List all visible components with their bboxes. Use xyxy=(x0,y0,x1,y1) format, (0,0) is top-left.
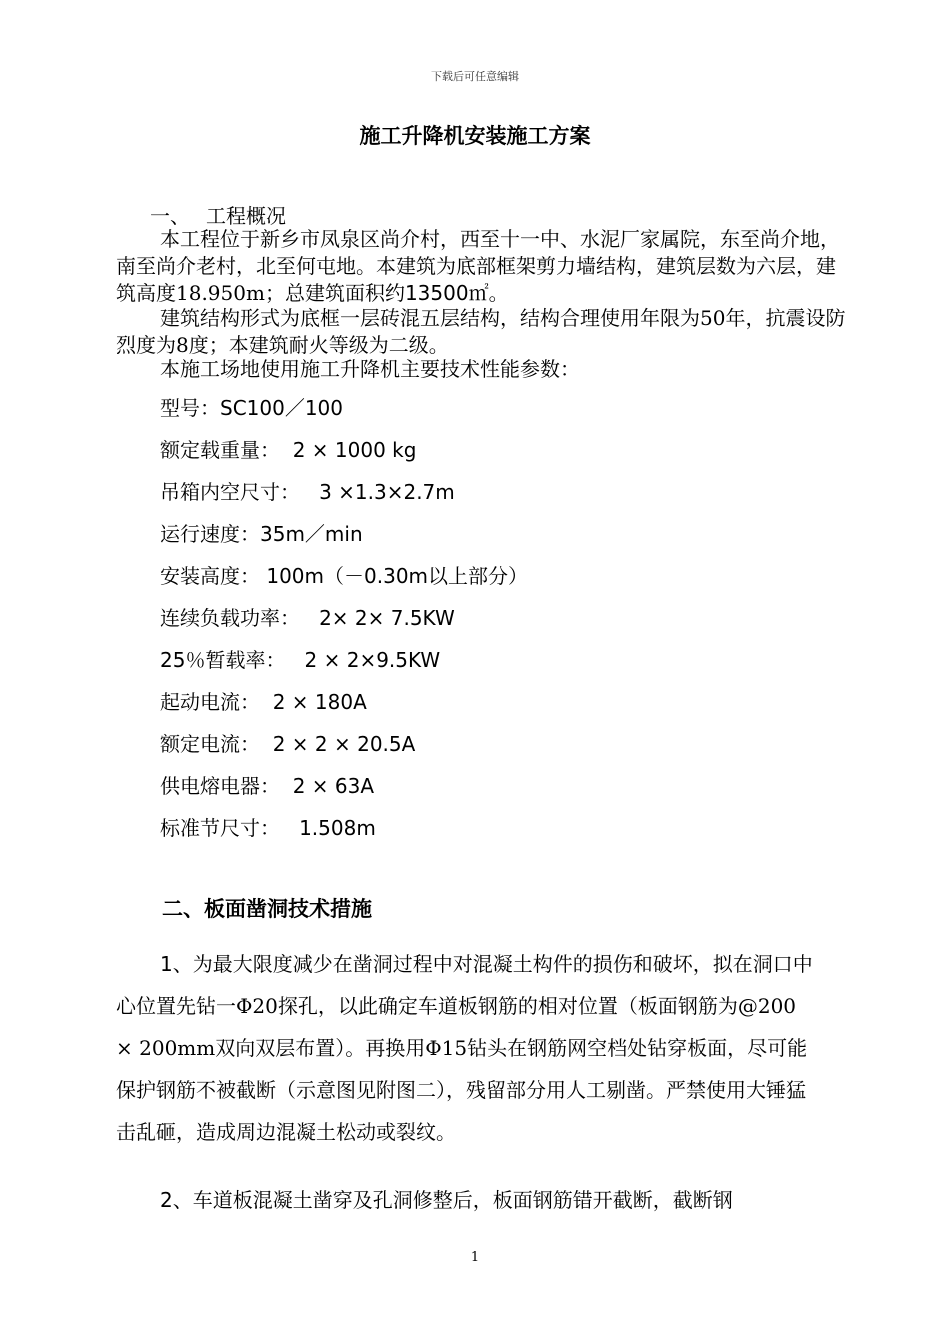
spec-row-starting-current xyxy=(160,686,367,712)
overview-end: 。 xyxy=(488,281,509,305)
spec-value: 2 × 2 × 20.5A xyxy=(260,732,416,756)
measure-1-number: 1 xyxy=(160,952,173,976)
spec-label: 型号： xyxy=(160,396,220,420)
section-1-number: 一、 xyxy=(150,204,190,228)
measure-1-text: 、为最大限度减少在凿洞过程中对混凝土构件的损伤和破坏，拟在洞口中心位置先钻一Φ20探孔，以此确定车道板钢筋的相对位置（板面钢筋为@200 × 200mm双向双层布置）。再换用Φ15钻头在钢筋网空档处钻穿板面，尽可能保护钢筋不被截断（示意图见附图二），残留部分用人工剔凿。严禁使用大锤猛击乱砸，造成周边混凝土松动或裂纹。 xyxy=(116,952,813,1144)
spec-row-rated-load xyxy=(160,434,416,460)
section-1-title: 工程概况 xyxy=(206,204,286,228)
spec-row-continuous-power xyxy=(160,602,455,628)
spec-value: SC100／100 xyxy=(220,396,344,420)
section-2-heading: 二、板面凿洞技术措施 xyxy=(162,896,372,921)
spec-label: 额定电流： xyxy=(160,732,260,756)
spec-label: 吊箱内空尺寸： xyxy=(160,480,300,504)
spec-row-fuse xyxy=(160,770,374,796)
spec-label: 额定载重量： xyxy=(160,438,280,462)
spec-label: 起动电流： xyxy=(160,690,260,714)
overview-text: 本工程位于新乡市凤泉区尚介村，西至十一中、水泥厂家属院，东至尚介地，南至尚介老村，北至何屯地。本建筑为底部框架剪力墙结构，建筑层数为六层，建筑高度18.950m；总建筑面积约 xyxy=(116,227,840,305)
spec-value: 2 × 180A xyxy=(260,690,367,714)
spec-value: 100m（－0.30m以上部分） xyxy=(260,564,529,588)
spec-label: 运行速度： xyxy=(160,522,260,546)
measure-2-number: 2 xyxy=(160,1188,173,1212)
spec-row-rated-current xyxy=(160,728,415,754)
specs-intro-text: 本施工场地使用施工升降机主要技术性能参数： xyxy=(160,357,580,381)
spec-value: 2× 2× 7.5KW xyxy=(300,606,455,630)
spec-label: 安装高度： xyxy=(160,564,260,588)
structure-text: 建筑结构形式为底框一层砖混五层结构，结构合理使用年限为50年，抗震设防烈度为8度；本建筑耐火等级为二级。 xyxy=(116,306,846,357)
document-title: 施工升降机安装施工方案 xyxy=(359,123,591,148)
overview-paragraph xyxy=(116,226,848,307)
structure-paragraph xyxy=(116,305,848,359)
specs-intro-paragraph xyxy=(116,356,848,383)
spec-row-section-size xyxy=(160,812,376,838)
spec-row-model xyxy=(160,392,343,418)
spec-value: 2 × 1000 kg xyxy=(280,438,417,462)
spec-value: 2 × 63A xyxy=(280,774,375,798)
measure-paragraph-2 xyxy=(116,1179,816,1221)
spec-label: 25％暂载率： xyxy=(160,648,286,672)
page-header: 下载后可任意编辑 xyxy=(431,70,519,83)
section-1-heading xyxy=(150,200,286,229)
spec-label: 供电熔电器： xyxy=(160,774,280,798)
overview-area: 13500㎡ xyxy=(404,281,489,305)
spec-value: 1.508m xyxy=(280,816,376,840)
spec-row-duty-rate xyxy=(160,644,440,670)
spec-value: 2 × 2×9.5KW xyxy=(285,648,441,672)
spec-value: 3 ×1.3×2.7m xyxy=(300,480,455,504)
spec-row-cage-size xyxy=(160,476,455,502)
spec-label: 连续负载功率： xyxy=(160,606,300,630)
measure-2-text: 、车道板混凝土凿穿及孔洞修整后，板面钢筋错开截断，截断钢 xyxy=(172,1188,733,1212)
measure-paragraph-1 xyxy=(116,943,816,1153)
spec-label: 标准节尺寸： xyxy=(160,816,280,840)
page-number: 1 xyxy=(470,1250,480,1265)
spec-row-speed xyxy=(160,518,363,544)
spec-value: 35m／min xyxy=(260,522,363,546)
spec-row-install-height xyxy=(160,560,528,586)
